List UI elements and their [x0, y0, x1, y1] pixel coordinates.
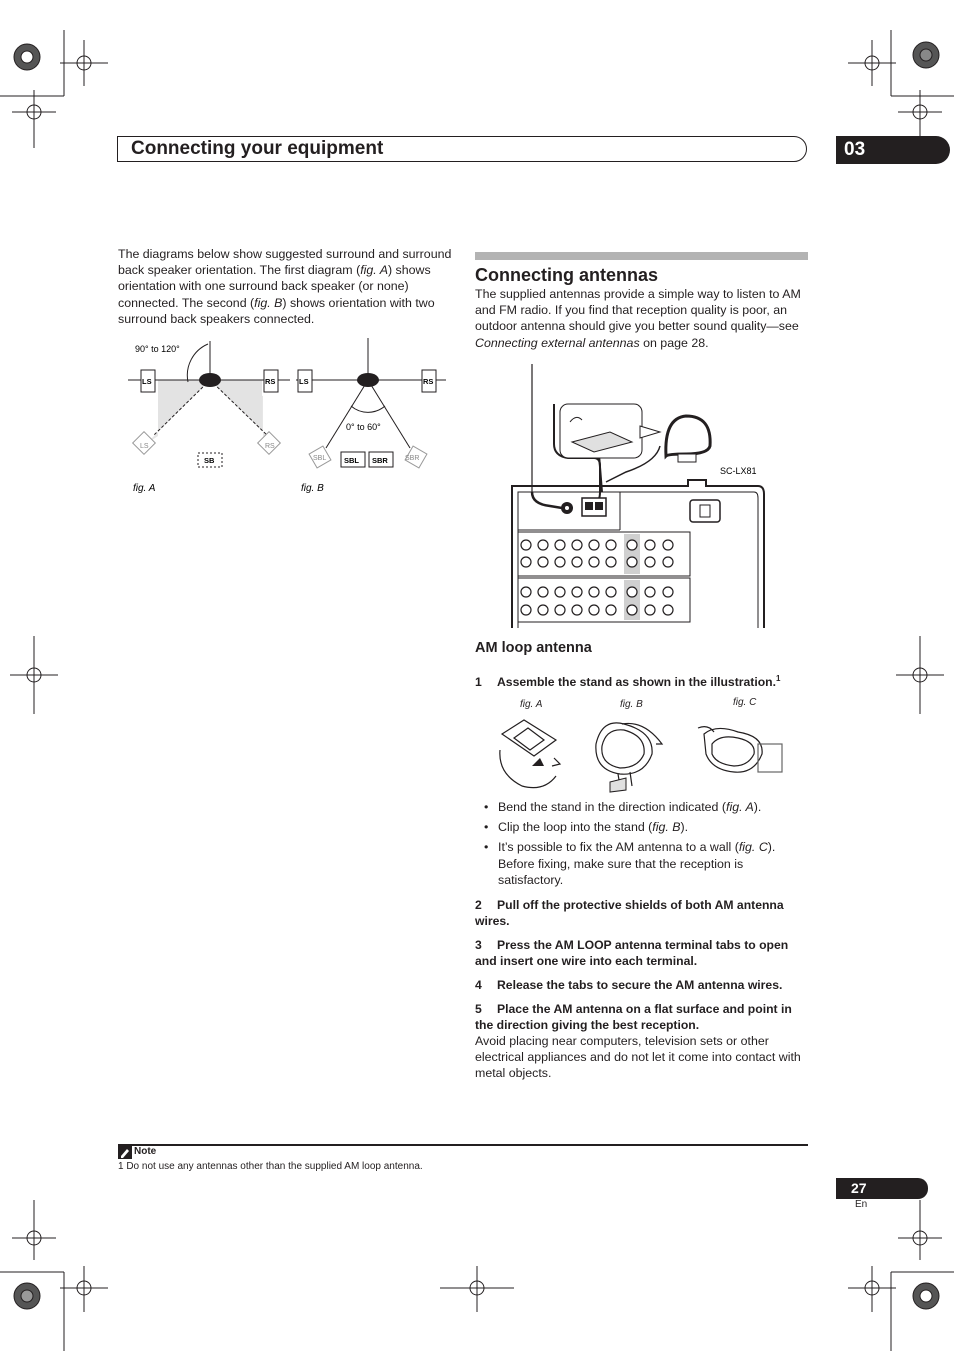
step-1: 1 Assemble the stand as shown in the illustration.$^1$ [475, 674, 781, 690]
step-5-body: Avoid placing near computers, television sets or other electrical appliances and do not let it come into contact with metal objects. [475, 1034, 801, 1081]
label-sbr-side-b: SBR [405, 455, 420, 462]
label-sb-a: SB [204, 456, 215, 465]
chapter-number: 03 [844, 139, 866, 160]
receiver-model-label: SC-LX81 [720, 466, 757, 476]
fig-a-label: fig. A [520, 699, 543, 710]
label-sbr-b: SBR [372, 456, 388, 465]
antennas-intro: The supplied antennas provide a simple way to listen to AM and FM radio. If you find that reception quality is poor, an outdoor antenna should give you better sound quality—see Connecting external antennas on page 28. [475, 287, 801, 350]
caption-fig-a: fig. A [133, 483, 156, 494]
bullet-item: • Bend the stand in the direction indicated (fig. A). [484, 799, 804, 815]
label-sbl-b: SBL [344, 456, 359, 465]
bullet-item: • Clip the loop into the stand (fig. B). [484, 819, 804, 835]
label-rs-b: RS [423, 377, 434, 386]
step-2: 2 Pull off the protective shields of both AM antenna wires. [475, 898, 784, 928]
label-rs-rear-a: RS [265, 443, 275, 450]
page-tab [836, 1178, 928, 1199]
note-text: 1 Do not use any antennas other than the supplied AM loop antenna. [118, 1161, 423, 1172]
loop-antenna-assembly-figures [494, 714, 794, 798]
section-title: Connecting antennas [475, 265, 659, 285]
label-rs-a: RS [265, 377, 276, 386]
label-ls-rear-a: LS [140, 443, 149, 450]
caption-fig-b: fig. B [301, 483, 324, 494]
speaker-diagram-a [128, 336, 290, 496]
note-label: Note [134, 1146, 157, 1157]
note-icon [118, 1146, 132, 1159]
section-bar [475, 252, 808, 260]
page-number: 27 [851, 1180, 867, 1196]
page-title: Connecting your equipment [131, 138, 384, 159]
receiver-antenna-illustration [510, 362, 770, 628]
label-ls-b: LS [299, 377, 309, 386]
assembly-bullet-list [484, 799, 804, 892]
fig-b-label: fig. B [620, 699, 643, 710]
step-5: 5 Place the AM antenna on a flat surface and point in the direction giving the best reception. [475, 1002, 792, 1032]
label-sbl-side-b: SBL [313, 455, 327, 462]
am-loop-antenna-heading: AM loop antenna [475, 640, 592, 656]
bullet-item: • It’s possible to fix the AM antenna to a wall (fig. C). Before fixing, make sure that the reception is satisfactory. [484, 839, 804, 888]
step-4: 4 Release the tabs to secure the AM antenna wires. [475, 978, 783, 992]
angle-label-b: 0° to 60° [346, 422, 381, 432]
speaker-diagram-b [296, 336, 446, 496]
footnote-ref: 1 [776, 674, 781, 683]
language-code: En [855, 1199, 868, 1210]
step-3: 3 Press the AM LOOP antenna terminal tabs to open and insert one wire into each terminal. [475, 938, 789, 968]
label-ls-a: LS [142, 377, 152, 386]
fig-c-label: fig. C [733, 697, 757, 708]
speaker-orientation-intro: The diagrams below show suggested surround and surround back speaker orientation. The first diagram (fig. A) shows orientation with one surround back speaker (or none) connected. The second (fig. B) shows orientation with two surround back speakers connected. [118, 247, 452, 326]
angle-label-a: 90° to 120° [135, 344, 180, 354]
note-rule [118, 1144, 808, 1146]
